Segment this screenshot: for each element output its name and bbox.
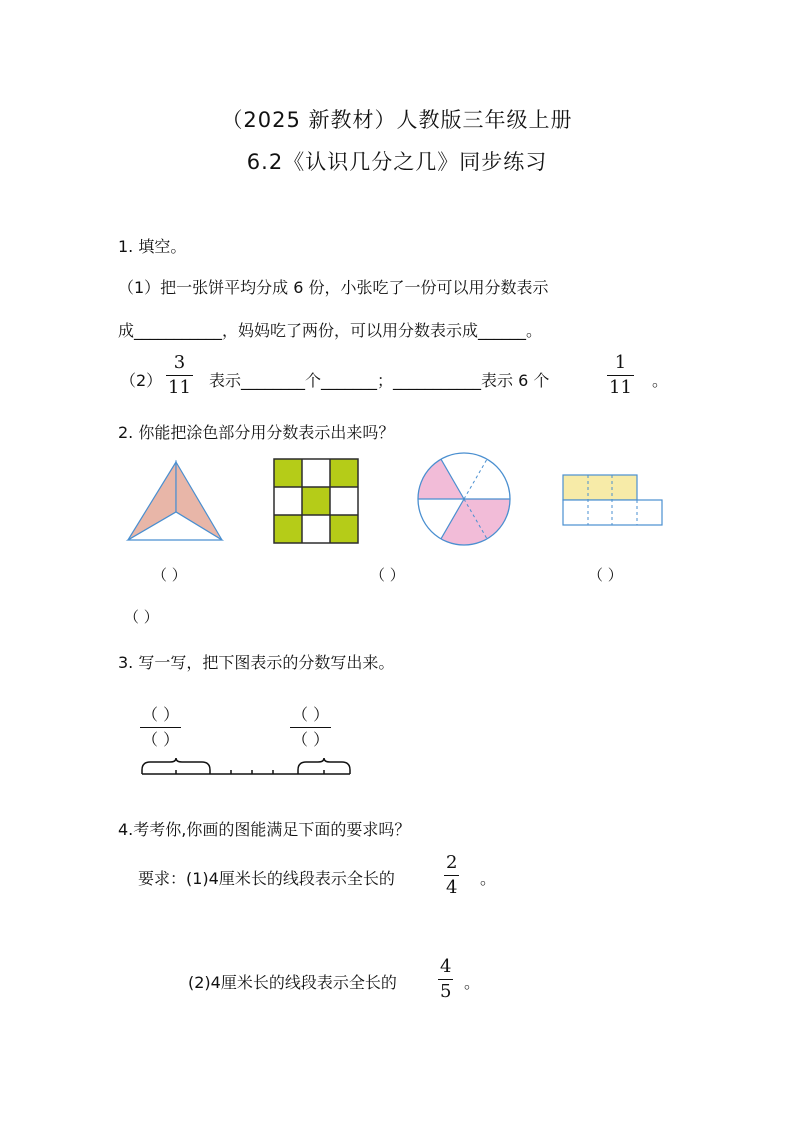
- answer-paren-1[interactable]: （ ）: [152, 566, 187, 584]
- q3-fraction-blank-right[interactable]: [290, 704, 331, 751]
- circle-dashed-radius: [464, 459, 487, 499]
- rect-shaded-top: [563, 475, 637, 500]
- q4-requirement-1: 要求：(1)4厘米长的线段表示全长的: [138, 869, 395, 888]
- brace-left: [142, 758, 210, 770]
- q1-part2-end: 。: [652, 371, 669, 390]
- q4-requirement-2-end: 。: [464, 973, 481, 992]
- grid-cell: [330, 515, 358, 543]
- q4-requirement-1-end: 。: [480, 869, 497, 888]
- checker-grid-figure: [274, 459, 358, 543]
- circle-figure: [418, 453, 512, 547]
- rectangle-strip-figure: [563, 474, 667, 526]
- fraction-bar: [438, 979, 453, 980]
- fraction-denominator-blank: （ ）: [292, 730, 330, 749]
- answer-paren-2[interactable]: （ ）: [370, 566, 405, 584]
- fraction-denominator: 5: [440, 981, 452, 1002]
- fraction-bar: [140, 727, 181, 728]
- fraction-denominator: 11: [609, 377, 632, 398]
- fraction-bar: [166, 375, 193, 376]
- fraction-bar: [607, 375, 634, 376]
- q1-part1-line2: 成___________，妈妈吃了两份，可以用分数表示成______。: [118, 321, 543, 340]
- q1-fraction-1-11: [607, 352, 634, 399]
- q1-part2-middle: 表示________个_______；___________表示 6 个: [209, 371, 550, 390]
- triangle-figure: [128, 460, 228, 550]
- fraction-denominator: 11: [168, 377, 191, 398]
- document-title-line2: 6.2《认识几分之几》同步练习: [246, 150, 548, 174]
- q3-fraction-blank-left[interactable]: [140, 704, 181, 751]
- fraction-numerator: 1: [614, 352, 627, 373]
- q4-fraction-2-4: [444, 852, 459, 899]
- fraction-denominator: 4: [446, 877, 458, 898]
- segmented-line-figure: [138, 758, 358, 784]
- q4-fraction-4-5: [438, 956, 453, 1003]
- fraction-bar: [444, 875, 459, 876]
- fraction-numerator-blank[interactable]: （ ）: [142, 705, 180, 724]
- q4-requirement-2: (2)4厘米长的线段表示全长的: [188, 973, 397, 992]
- fraction-numerator: 4: [440, 956, 452, 977]
- answer-paren-3[interactable]: （ ）: [588, 566, 623, 584]
- q2-heading: 2. 你能把涂色部分用分数表示出来吗？: [118, 423, 395, 442]
- answer-paren-4[interactable]: （ ）: [124, 608, 159, 626]
- grid-cell: [274, 515, 302, 543]
- fraction-bar: [290, 727, 331, 728]
- fraction-denominator-blank[interactable]: （ ）: [142, 730, 180, 749]
- grid-cell: [274, 459, 302, 487]
- brace-right: [298, 758, 350, 770]
- q1-fraction-3-11: [166, 352, 193, 399]
- grid-cell: [302, 487, 330, 515]
- fraction-numerator-blank[interactable]: （ ）: [292, 705, 330, 724]
- fraction-numerator: 3: [173, 352, 186, 373]
- grid-cell: [330, 459, 358, 487]
- q1-heading: 1. 填空。: [118, 237, 187, 256]
- q1-part1-line1: （1）把一张饼平均分成 6 份，小张吃了一份可以用分数表示: [118, 278, 549, 297]
- document-title-line1: （2025 新教材）人教版三年级上册: [221, 108, 573, 132]
- circle-shaded-sector: [418, 459, 464, 499]
- q3-heading: 3. 写一写，把下图表示的分数写出来。: [118, 653, 395, 672]
- fraction-numerator: 2: [446, 852, 458, 873]
- q1-part2-prefix: （2）: [120, 371, 163, 390]
- q4-heading: 4.考考你,你画的图能满足下面的要求吗？: [118, 820, 411, 839]
